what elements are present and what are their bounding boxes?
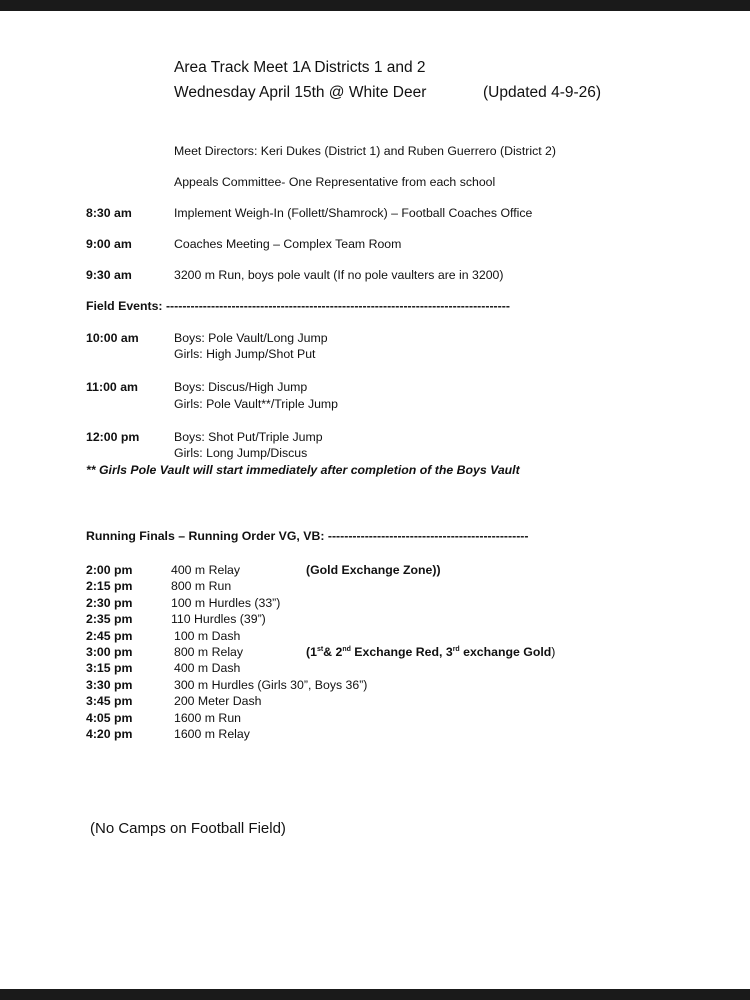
schedule-desc: Coaches Meeting – Complex Team Room [174, 237, 402, 251]
run-event: 800 m Run [171, 579, 232, 593]
updated-date: (Updated 4-9-26) [483, 84, 602, 101]
run-event: 100 m Dash [174, 629, 241, 643]
field-event-boys: Boys: Pole Vault/Long Jump [174, 331, 328, 345]
schedule-desc: 3200 m Run, boys pole vault (If no pole vaulters are in 3200) [174, 268, 504, 282]
field-event-time: 10:00 am [86, 331, 139, 345]
run-event: 800 m Relay [174, 645, 244, 659]
bottom-border [0, 989, 750, 1000]
run-time: 2:00 pm [86, 563, 133, 577]
run-event: 200 Meter Dash [174, 694, 262, 708]
field-event-time: 12:00 pm [86, 430, 140, 444]
run-time: 3:30 pm [86, 678, 133, 692]
run-time: 3:45 pm [86, 694, 133, 708]
run-event: 110 Hurdles (39”) [171, 612, 266, 626]
field-events-heading: Field Events: ------------------------------------------------------------------------------------ [86, 299, 510, 313]
field-event-girls: Girls: High Jump/Shot Put [174, 347, 316, 361]
run-event: 100 m Hurdles (33”) [171, 596, 281, 610]
field-event-time: 11:00 am [86, 380, 138, 394]
relay-exchange-note: (1st& 2nd Exchange Red, 3rd exchange Gold) [306, 645, 556, 659]
running-finals-heading: Running Finals – Running Order VG, VB: ------------------------------------------------- [86, 529, 529, 543]
page-title: Area Track Meet 1A Districts 1 and 2 [174, 59, 426, 76]
run-time: 3:00 pm [86, 645, 133, 659]
top-border [0, 0, 750, 11]
run-time: 2:15 pm [86, 579, 133, 593]
run-time: 2:45 pm [86, 629, 133, 643]
schedule-time: 9:30 am [86, 268, 132, 282]
run-event: 1600 m Relay [174, 727, 250, 741]
field-event-boys: Boys: Shot Put/Triple Jump [174, 430, 323, 444]
schedule-time: 8:30 am [86, 206, 132, 220]
gold-exchange-note: (Gold Exchange Zone)) [306, 563, 441, 577]
football-field-note: (No Camps on Football Field) [90, 820, 286, 837]
schedule-desc: Implement Weigh-In (Follett/Shamrock) – Football Coaches Office [174, 206, 533, 220]
run-time: 2:35 pm [86, 612, 133, 626]
appeals-committee: Appeals Committee- One Representative from each school [174, 175, 496, 189]
page-subtitle: Wednesday April 15th @ White Deer [174, 84, 427, 101]
run-time: 2:30 pm [86, 596, 133, 610]
field-event-girls: Girls: Pole Vault**/Triple Jump [174, 397, 339, 411]
run-event: 400 m Relay [171, 563, 241, 577]
run-time: 3:15 pm [86, 661, 133, 675]
schedule-time: 9:00 am [86, 237, 132, 251]
run-event: 300 m Hurdles (Girls 30”, Boys 36”) [174, 678, 368, 692]
field-event-girls: Girls: Long Jump/Discus [174, 446, 308, 460]
run-time: 4:20 pm [86, 727, 133, 741]
run-time: 4:05 pm [86, 711, 133, 725]
meet-directors: Meet Directors: Keri Dukes (District 1) and Ruben Guerrero (District 2) [174, 144, 556, 158]
pole-vault-footnote: ** Girls Pole Vault will start immediately after completion of the Boys Vault [86, 463, 520, 477]
field-event-boys: Boys: Discus/High Jump [174, 380, 308, 394]
run-event: 400 m Dash [174, 661, 241, 675]
run-event: 1600 m Run [174, 711, 241, 725]
